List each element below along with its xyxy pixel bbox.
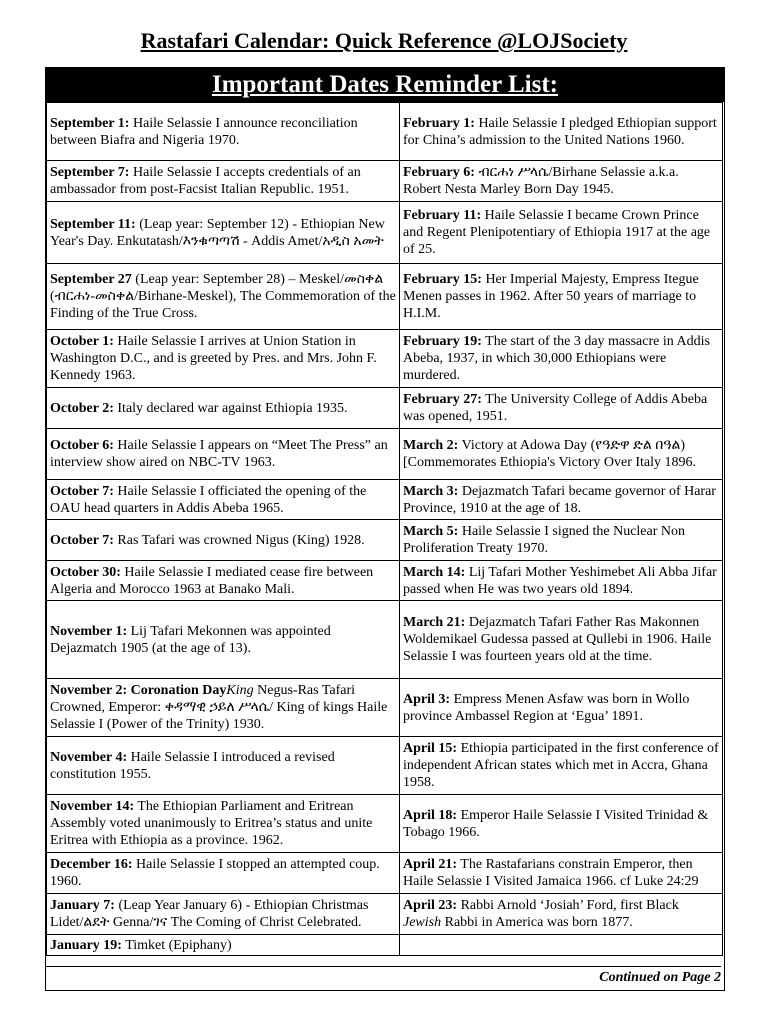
date-label: September 27 bbox=[50, 272, 132, 287]
table-row bbox=[47, 853, 723, 894]
date-cell-right bbox=[400, 202, 723, 264]
event-text: Haile Selassie I introduced a revised constitution 1955. bbox=[50, 749, 335, 782]
event-text: ብርሐነ ሥላሴ/Birhane Selassie a.k.a. Robert Nesta Marley Born Day 1945. bbox=[403, 165, 679, 197]
date-cell-right bbox=[400, 894, 723, 935]
date-cell-right bbox=[400, 737, 723, 795]
event-text: Haile Selassie I announce reconciliation between Biafra and Nigeria 1970. bbox=[50, 115, 358, 148]
event-text: Haile Selassie I pledged Ethiopian support for China’s admission to the United Nations 1960. bbox=[403, 115, 717, 148]
event-text: Haile Selassie I appears on “Meet The Press” an interview show aired on NBC-TV 1963. bbox=[50, 438, 388, 470]
date-label: December 16: bbox=[50, 857, 133, 872]
event-text: Jewish bbox=[403, 915, 442, 930]
event-text: Empress Menen Asfaw was born in Wollo province Ambassel Region at ‘Egua’ 1891. bbox=[403, 691, 690, 724]
date-cell-right bbox=[400, 520, 723, 561]
date-label: February 11: bbox=[403, 208, 482, 223]
table-row bbox=[47, 737, 723, 795]
event-text: Rabbi Arnold ‘Josiah’ Ford, first Black bbox=[457, 898, 679, 913]
date-cell-right bbox=[400, 429, 723, 480]
event-text: (Leap Year January 6) - Ethiopian Christmas Lidet/ልደት Genna/ገና The Coming of Christ Celebrated. bbox=[50, 898, 369, 930]
date-label: February 27: bbox=[403, 392, 482, 407]
event-text: Lij Tafari Mother Yeshimebet Ali Abba Jifar passed when He was two years old 1894. bbox=[403, 564, 717, 597]
table-row bbox=[47, 103, 723, 161]
date-label: February 1: bbox=[403, 115, 475, 131]
date-cell-right bbox=[400, 679, 723, 737]
date-cell-right bbox=[400, 480, 723, 520]
date-label: October 1: bbox=[50, 334, 114, 349]
date-cell-left bbox=[47, 853, 400, 894]
table-row bbox=[47, 894, 723, 935]
date-cell-left bbox=[47, 264, 400, 330]
event-text: (Leap year: September 12) - Ethiopian New Year's Day. Enkutatash/እንቁጣጣሽ - Addis Amet/አዲስ አመት bbox=[50, 216, 385, 249]
date-label: April 23: bbox=[403, 898, 458, 913]
continued-note: Continued on Page 2 bbox=[46, 966, 721, 988]
date-label: January 7: bbox=[50, 898, 115, 913]
table-row bbox=[47, 429, 723, 480]
date-cell-left bbox=[47, 601, 400, 679]
date-label: September 1: bbox=[50, 115, 130, 131]
table-row bbox=[47, 679, 723, 737]
event-text: Her Imperial Majesty, Empress Itegue Menen passes in 1962. After 50 years of marriage to H.I.M. bbox=[403, 272, 699, 321]
date-label: February 6: bbox=[403, 165, 475, 180]
date-cell-right bbox=[400, 601, 723, 679]
date-cell-left bbox=[47, 330, 400, 388]
event-text: Dejazmatch Tafari Father Ras Makonnen Woldemikael Gudessa passed at Qullebi in 1906. Haile Selassie I was fourteen years old at the time. bbox=[403, 615, 712, 664]
date-label: October 7: bbox=[50, 532, 114, 548]
date-label: April 18: bbox=[403, 807, 458, 823]
date-cell-right bbox=[400, 330, 723, 388]
date-cell-right bbox=[400, 561, 723, 601]
table-row bbox=[47, 388, 723, 429]
date-label: April 21: bbox=[403, 857, 458, 872]
date-label: March 21: bbox=[403, 615, 466, 630]
date-cell-right bbox=[400, 264, 723, 330]
event-text: (Leap year: September 28) – Meskel/መስቀል (ብርሐነ-መስቀል/Birhane-Meskel), The Commemoration of the Finding of the True Cross. bbox=[50, 272, 396, 321]
dates-table bbox=[46, 102, 723, 956]
table-row bbox=[47, 330, 723, 388]
date-cell-right bbox=[400, 103, 723, 161]
event-text: Ras Tafari was crowned Nigus (King) 1928. bbox=[113, 532, 365, 548]
event-text: Emperor Haile Selassie I Visited Trinidad & Tobago 1966. bbox=[403, 807, 709, 840]
event-text: The Rastafarians constrain Emperor, then Haile Selassie I Visited Jamaica 1966. cf Luke 24:29 bbox=[403, 857, 699, 889]
date-cell-left bbox=[47, 202, 400, 264]
date-label: February 15: bbox=[403, 272, 482, 287]
date-label: February 19: bbox=[403, 334, 482, 349]
event-text: Victory at Adowa Day (የዓድዋ ድል በዓል) [Commemorates Ethiopia's Victory Over Italy 1896. bbox=[403, 438, 697, 470]
event-text: The start of the 3 day massacre in Addis Abeba, 1937, in which 30,000 Ethiopians were murdered. bbox=[403, 334, 710, 383]
page-title: Rastafari Calendar: Quick Reference @LOJSociety bbox=[140, 28, 628, 53]
table-row bbox=[47, 601, 723, 679]
date-label: November 4: bbox=[50, 749, 128, 765]
date-cell-left bbox=[47, 737, 400, 795]
date-label: November 14: bbox=[50, 799, 135, 814]
date-cell-left bbox=[47, 480, 400, 520]
banner-text: Important Dates Reminder List: bbox=[211, 71, 559, 98]
event-text: Rabbi in America was born 1877. bbox=[441, 915, 633, 930]
date-label: November 2: Coronation Day bbox=[50, 683, 227, 698]
event-text: Haile Selassie I arrives at Union Station in Washington D.C., and is greeted by Pres. and Mrs. John F. Kennedy 1963. bbox=[50, 334, 377, 383]
date-label: April 15: bbox=[403, 741, 458, 756]
date-label: October 2: bbox=[50, 400, 114, 416]
event-text: Haile Selassie I stopped an attempted coup. 1960. bbox=[50, 857, 380, 889]
table-row bbox=[47, 520, 723, 561]
table-row bbox=[47, 202, 723, 264]
date-label: March 5: bbox=[403, 524, 459, 539]
table-row bbox=[47, 264, 723, 330]
date-label: March 14: bbox=[403, 564, 466, 580]
date-cell-left bbox=[47, 520, 400, 561]
date-label: November 1: bbox=[50, 623, 128, 639]
table-row bbox=[47, 935, 723, 956]
date-cell-right bbox=[400, 853, 723, 894]
date-label: October 30: bbox=[50, 564, 121, 580]
date-label: January 19: bbox=[50, 937, 122, 953]
date-cell-right bbox=[400, 161, 723, 202]
date-cell-left bbox=[47, 561, 400, 601]
date-cell-left bbox=[47, 429, 400, 480]
date-cell-left bbox=[47, 795, 400, 853]
date-cell-right bbox=[400, 935, 723, 956]
event-text: Dejazmatch Tafari became governor of Harar Province, 1910 at the age of 18. bbox=[403, 483, 716, 516]
date-cell-left bbox=[47, 161, 400, 202]
event-text: Ethiopia participated in the first conference of independent African states which met in Accra, Ghana 1958. bbox=[403, 741, 719, 790]
event-text: Haile Selassie I signed the Nuclear Non Proliferation Treaty 1970. bbox=[403, 524, 685, 556]
event-text: Haile Selassie I became Crown Prince and Regent Plenipotentiary of Ethiopia 1917 at the age of 25. bbox=[403, 208, 711, 257]
date-cell-right bbox=[400, 795, 723, 853]
date-label: March 2: bbox=[403, 438, 459, 453]
event-text: Haile Selassie I mediated cease fire between Algeria and Morocco 1963 at Banako Mali. bbox=[50, 564, 374, 597]
event-text: Negus-Ras Tafari Crowned, Emperor: ቀዳማዊ ኃይለ ሥላሴ/ King of kings Haile Selassie I (Power of the Trinity) 1930. bbox=[50, 683, 388, 732]
table-row bbox=[47, 795, 723, 853]
date-label: March 3: bbox=[403, 483, 459, 499]
date-cell-right bbox=[400, 388, 723, 429]
event-text: Haile Selassie I accepts credentials of an ambassador from post-Facsist Italian Republic. 1951. bbox=[50, 165, 361, 197]
list-banner bbox=[45, 67, 725, 102]
event-text: Lij Tafari Mekonnen was appointed Dejazmatch 1905 (at the age of 13). bbox=[50, 623, 331, 656]
event-text: The Ethiopian Parliament and Eritrean Assembly voted unanimously to Eritrea’s status and unite Eritrea with Ethiopia as a province. 1962. bbox=[50, 799, 373, 848]
table-row bbox=[47, 561, 723, 601]
date-label: April 3: bbox=[403, 691, 451, 707]
table-row bbox=[47, 480, 723, 520]
date-cell-left bbox=[47, 388, 400, 429]
date-label: September 7: bbox=[50, 165, 130, 180]
date-cell-left bbox=[47, 935, 400, 956]
event-text: The University College of Addis Abeba was opened, 1951. bbox=[403, 392, 708, 424]
date-label: October 7: bbox=[50, 483, 114, 499]
event-text: King bbox=[226, 683, 254, 698]
event-text: Italy declared war against Ethiopia 1935. bbox=[113, 400, 348, 416]
date-label: October 6: bbox=[50, 438, 114, 453]
date-label: September 11: bbox=[50, 216, 136, 232]
date-cell-left bbox=[47, 894, 400, 935]
event-text: Haile Selassie I officiated the opening of the OAU head quarters in Addis Abeba 1965. bbox=[50, 483, 367, 516]
event-text: Timket (Epiphany) bbox=[121, 937, 232, 953]
date-cell-left bbox=[47, 103, 400, 161]
date-cell-left bbox=[47, 679, 400, 737]
table-row bbox=[47, 161, 723, 202]
